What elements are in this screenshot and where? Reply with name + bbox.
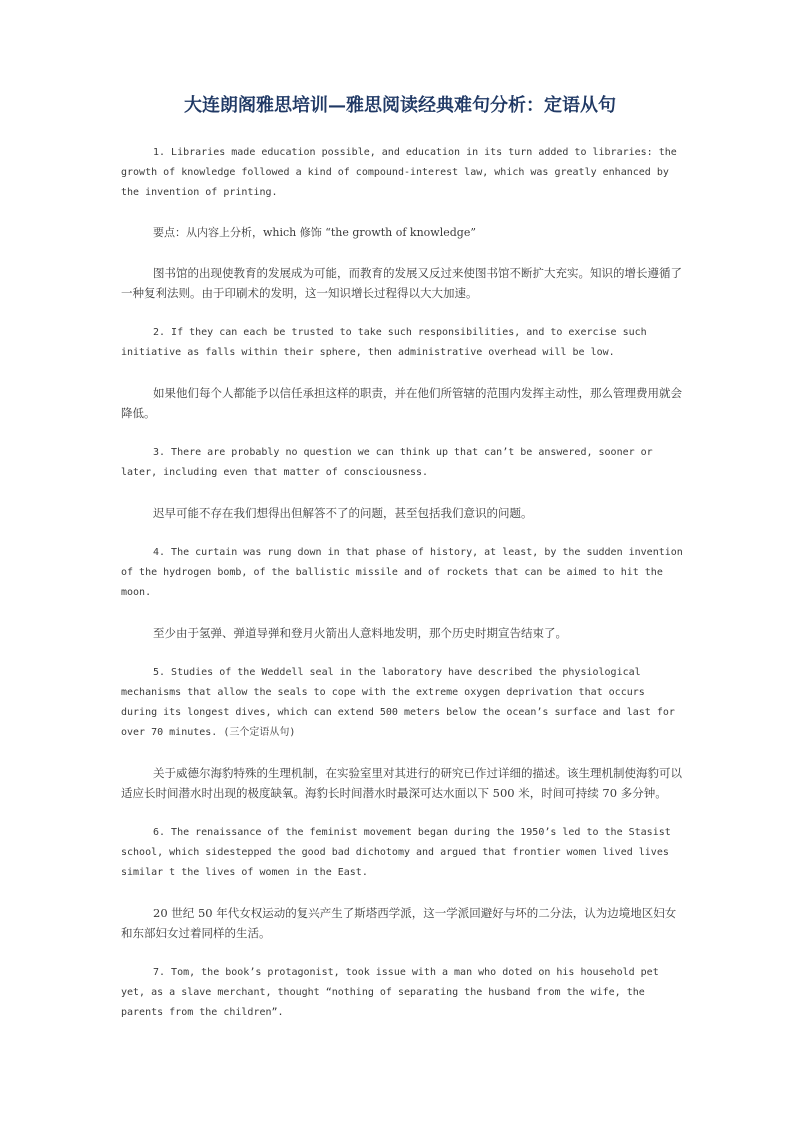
document-title: 大连朗阁雅思培训—雅思阅读经典难句分析：定语从句	[184, 95, 616, 116]
paragraph-1-key-point: 要点：从内容上分析，which 修饰 “the growth of knowledge”	[153, 226, 476, 239]
paragraph-4-english: 4. The curtain was rung down in that phase of history, at least, by the sudden invention of the hydrogen bomb, of the ballistic missile and of rockets that can be aimed to hit the moon.	[121, 547, 683, 598]
paragraph-3-english: 3. There are probably no question we can think up that can’t be answered, sooner or later, including even that matter of consciousness.	[121, 447, 653, 478]
paragraph-6-translation: 20 世纪 50 年代女权运动的复兴产生了斯塔西学派，这一学派回避好与坏的二分法，认为边境地区妇女和东部妇女过着同样的生活。	[121, 906, 677, 940]
paragraph-4-translation: 至少由于氢弹、弹道导弹和登月火箭出人意料地发明，那个历史时期宣告结束了。	[153, 626, 567, 640]
document-body	[121, 143, 683, 1043]
paragraph-5-translation: 关于威德尔海豹特殊的生理机制，在实验室里对其进行的研究已作过详细的描述。该生理机制使海豹可以适应长时间潜水时出现的极度缺氧。海豹长时间潜水时最深可达水面以下 500 米，时间可持续 70 多分钟。	[121, 766, 682, 800]
paragraph-6-english: 6. The renaissance of the feminist movement began during the 1950’s led to the Stasist school, which sidestepped the good bad dichotomy and argued that frontier women lived lives similar t the lives of women in the East.	[121, 827, 671, 878]
paragraph-2-translation: 如果他们每个人都能予以信任承担这样的职责，并在他们所管辖的范围内发挥主动性，那么管理费用就会降低。	[121, 386, 682, 420]
paragraph-1-translation: 图书馆的出现使教育的发展成为可能，而教育的发展又反过来使图书馆不断扩大充实。知识的增长遵循了一种复利法则。由于印刷术的发明，这一知识增长过程得以大大加速。	[121, 266, 682, 300]
paragraph-5-english: 5. Studies of the Weddell seal in the laboratory have described the physiological mechanisms that allow the seals to cope with the extreme oxygen deprivation that occurs during its longest dives, which can extend 500 meters below the ocean’s surface and last for over 70 minutes. (三个定语从句)	[121, 667, 675, 738]
paragraph-2-english: 2. If they can each be trusted to take such responsibilities, and to exercise such initiative as falls within their sphere, then administrative overhead will be low.	[121, 327, 647, 358]
paragraph-3-translation: 迟早可能不存在我们想得出但解答不了的问题，甚至包括我们意识的问题。	[153, 506, 533, 520]
paragraph-1-english: 1. Libraries made education possible, and education in its turn added to libraries: the growth of knowledge followed a kind of compound-interest law, which was greatly enhanced by the invention of printing.	[121, 147, 677, 198]
paragraph-7-english: 7. Tom, the book’s protagonist, took issue with a man who doted on his household pet yet, as a slave merchant, thought “nothing of separating the husband from the wife, the parents from the children”.	[121, 967, 659, 1018]
